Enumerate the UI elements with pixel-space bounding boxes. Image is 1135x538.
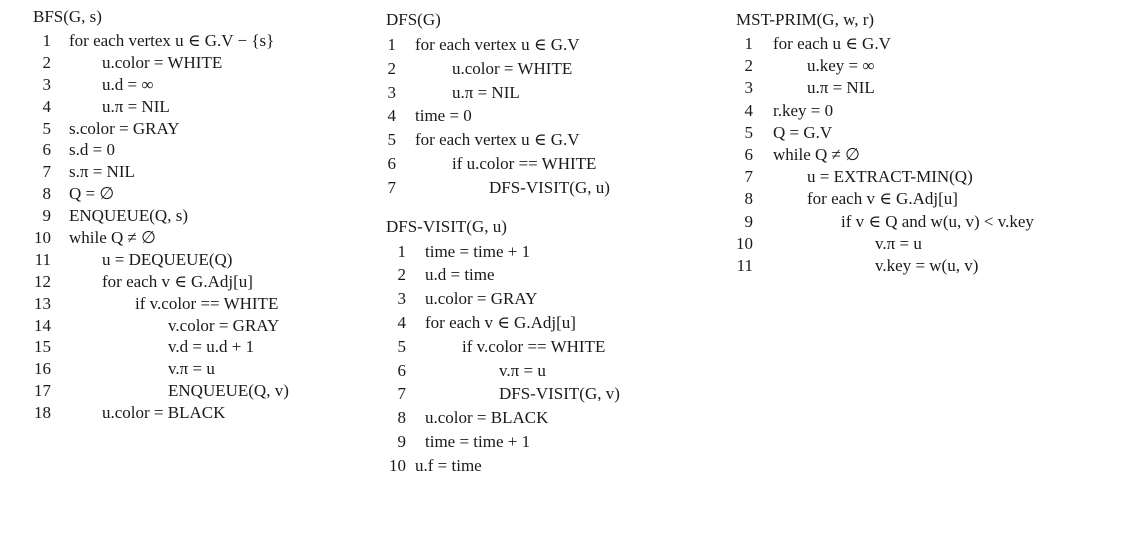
code-line (33, 30, 289, 52)
line-code: for each v ∈ G.Adj[u] (425, 312, 576, 332)
code-line (33, 380, 289, 402)
line-number: 4 (42, 96, 51, 116)
dfs-title: DFS(G) (386, 10, 441, 29)
line-code: if v.color == WHITE (135, 293, 279, 313)
code-line (736, 77, 1034, 99)
dfs-visit-title: DFS-VISIT(G, u) (386, 216, 507, 236)
line-code: s.π = NIL (69, 162, 135, 182)
line-number: 10 (34, 228, 51, 248)
code-line (33, 183, 289, 205)
line-number: 2 (42, 52, 51, 72)
line-number: 14 (34, 315, 51, 335)
line-number: 8 (397, 408, 406, 428)
line-number: 2 (387, 58, 396, 78)
dfs-visit-lines (386, 240, 620, 478)
line-number: 12 (34, 271, 51, 291)
code-line (736, 166, 1034, 188)
line-code: time = time + 1 (425, 431, 531, 451)
code-line (386, 406, 620, 430)
code-line (386, 128, 620, 152)
line-number: 10 (736, 233, 753, 253)
line-code: time = time + 1 (425, 241, 531, 261)
line-code: u.color = BLACK (102, 403, 226, 423)
code-line (386, 240, 620, 264)
line-code: if v ∈ Q and w(u, v) < v.key (841, 211, 1034, 231)
line-number: 1 (42, 31, 51, 50)
line-code: v.d = u.d + 1 (168, 337, 255, 357)
line-number: 4 (387, 106, 396, 126)
line-number: 11 (736, 255, 753, 275)
line-code: u.color = WHITE (102, 52, 223, 72)
line-code: u.d = ∞ (102, 74, 154, 94)
line-number: 9 (42, 206, 51, 226)
line-code: u.color = WHITE (452, 58, 573, 78)
mst-prim-title: MST-PRIM(G, w, r) (736, 10, 875, 29)
mst-prim-lines (736, 33, 1034, 277)
line-code: v.key = w(u, v) (875, 255, 979, 275)
line-code: for each vertex u ∈ G.V (415, 35, 580, 54)
line-number: 18 (34, 403, 51, 423)
line-number: 6 (744, 144, 753, 164)
line-code: while Q ≠ ∅ (69, 228, 156, 248)
code-line (33, 52, 289, 74)
line-number: 13 (34, 293, 51, 313)
code-line (33, 271, 289, 293)
line-number: 6 (42, 140, 51, 160)
line-code: time = 0 (415, 106, 472, 126)
line-code: DFS-VISIT(G, v) (499, 384, 620, 404)
code-line (736, 55, 1034, 77)
line-number: 4 (744, 100, 753, 120)
line-code: if v.color == WHITE (462, 336, 606, 356)
code-line (736, 211, 1034, 233)
line-number: 9 (744, 211, 753, 231)
line-code: u.π = NIL (807, 78, 875, 98)
code-line (33, 249, 289, 271)
code-line (386, 81, 620, 105)
code-line (736, 255, 1034, 277)
line-code: s.d = 0 (69, 140, 115, 160)
line-number: 1 (387, 35, 396, 54)
line-number: 5 (42, 118, 51, 138)
code-line (33, 161, 289, 183)
code-line (33, 96, 289, 118)
code-line (386, 382, 620, 406)
code-line (386, 359, 620, 383)
line-number: 1 (397, 241, 406, 261)
code-line (386, 176, 620, 200)
line-number: 5 (387, 130, 396, 150)
line-code: ENQUEUE(Q, s) (69, 206, 188, 226)
line-code: for each v ∈ G.Adj[u] (102, 271, 253, 291)
dfs-procedures (386, 7, 620, 478)
code-line (736, 122, 1034, 144)
line-number: 16 (34, 359, 51, 379)
line-number: 7 (387, 177, 396, 197)
line-code: s.color = GRAY (69, 118, 180, 138)
code-line (386, 263, 620, 287)
line-code: Q = G.V (773, 122, 833, 142)
line-code: u.color = BLACK (425, 408, 549, 428)
line-number: 3 (397, 289, 406, 309)
line-number: 7 (397, 384, 406, 404)
line-code: DFS-VISIT(G, u) (489, 177, 610, 197)
line-code: v.π = u (875, 233, 922, 253)
line-code: u.f = time (415, 455, 482, 475)
line-number: 15 (34, 337, 51, 357)
line-code: for each v ∈ G.Adj[u] (807, 189, 958, 209)
line-number: 3 (744, 78, 753, 98)
line-number: 1 (744, 34, 753, 53)
line-number: 3 (42, 74, 51, 94)
code-line (736, 33, 1034, 55)
code-line (386, 430, 620, 454)
line-code: v.color = GRAY (168, 315, 280, 335)
line-code: while Q ≠ ∅ (773, 144, 860, 164)
code-line (33, 227, 289, 249)
line-number: 10 (389, 455, 406, 475)
line-number: 11 (34, 249, 51, 269)
line-code: v.π = u (499, 360, 546, 380)
line-number: 17 (34, 381, 51, 401)
code-line (736, 100, 1034, 122)
code-line (33, 402, 289, 424)
line-code: if u.color == WHITE (452, 153, 597, 173)
line-code: u.d = time (425, 265, 495, 285)
line-code: Q = ∅ (69, 184, 115, 204)
line-number: 7 (42, 162, 51, 182)
line-code: u.color = GRAY (425, 289, 538, 309)
code-line (33, 315, 289, 337)
line-number: 5 (397, 336, 406, 356)
code-line (33, 118, 289, 140)
line-code: ENQUEUE(Q, v) (168, 381, 289, 401)
line-number: 2 (744, 56, 753, 76)
code-line (386, 287, 620, 311)
bfs-title: BFS(G, s) (33, 7, 102, 26)
line-code: u.π = NIL (452, 82, 520, 102)
line-number: 7 (744, 167, 753, 187)
code-line (33, 139, 289, 161)
line-code: u = EXTRACT-MIN(Q) (807, 167, 973, 187)
line-code: u.π = NIL (102, 96, 170, 116)
code-line (386, 57, 620, 81)
code-line (386, 454, 620, 478)
line-code: v.π = u (168, 359, 215, 379)
line-number: 8 (42, 184, 51, 204)
dfs-lines (386, 33, 620, 200)
line-number: 8 (744, 189, 753, 209)
code-line (736, 233, 1034, 255)
code-line (736, 188, 1034, 210)
line-code: for each vertex u ∈ G.V − {s} (69, 31, 275, 50)
code-line (386, 335, 620, 359)
code-line (33, 205, 289, 227)
code-line (386, 33, 620, 57)
bfs-lines (33, 30, 289, 424)
line-number: 6 (387, 153, 396, 173)
line-code: for each u ∈ G.V (773, 34, 891, 53)
line-number: 6 (397, 360, 406, 380)
code-line (736, 144, 1034, 166)
line-number: 2 (397, 265, 406, 285)
bfs-procedure (33, 4, 289, 424)
code-line (33, 293, 289, 315)
code-line (33, 74, 289, 96)
line-code: r.key = 0 (773, 100, 834, 120)
code-line (386, 104, 620, 128)
line-number: 5 (744, 122, 753, 142)
line-number: 9 (397, 431, 406, 451)
line-number: 3 (387, 82, 396, 102)
line-code: u = DEQUEUE(Q) (102, 249, 233, 269)
line-number: 4 (397, 312, 406, 332)
code-line (33, 358, 289, 380)
code-line (386, 152, 620, 176)
mst-prim-procedure (736, 7, 1034, 277)
line-code: u.key = ∞ (807, 56, 875, 76)
code-line (386, 311, 620, 335)
code-line (33, 336, 289, 358)
line-code: for each vertex u ∈ G.V (415, 130, 580, 150)
